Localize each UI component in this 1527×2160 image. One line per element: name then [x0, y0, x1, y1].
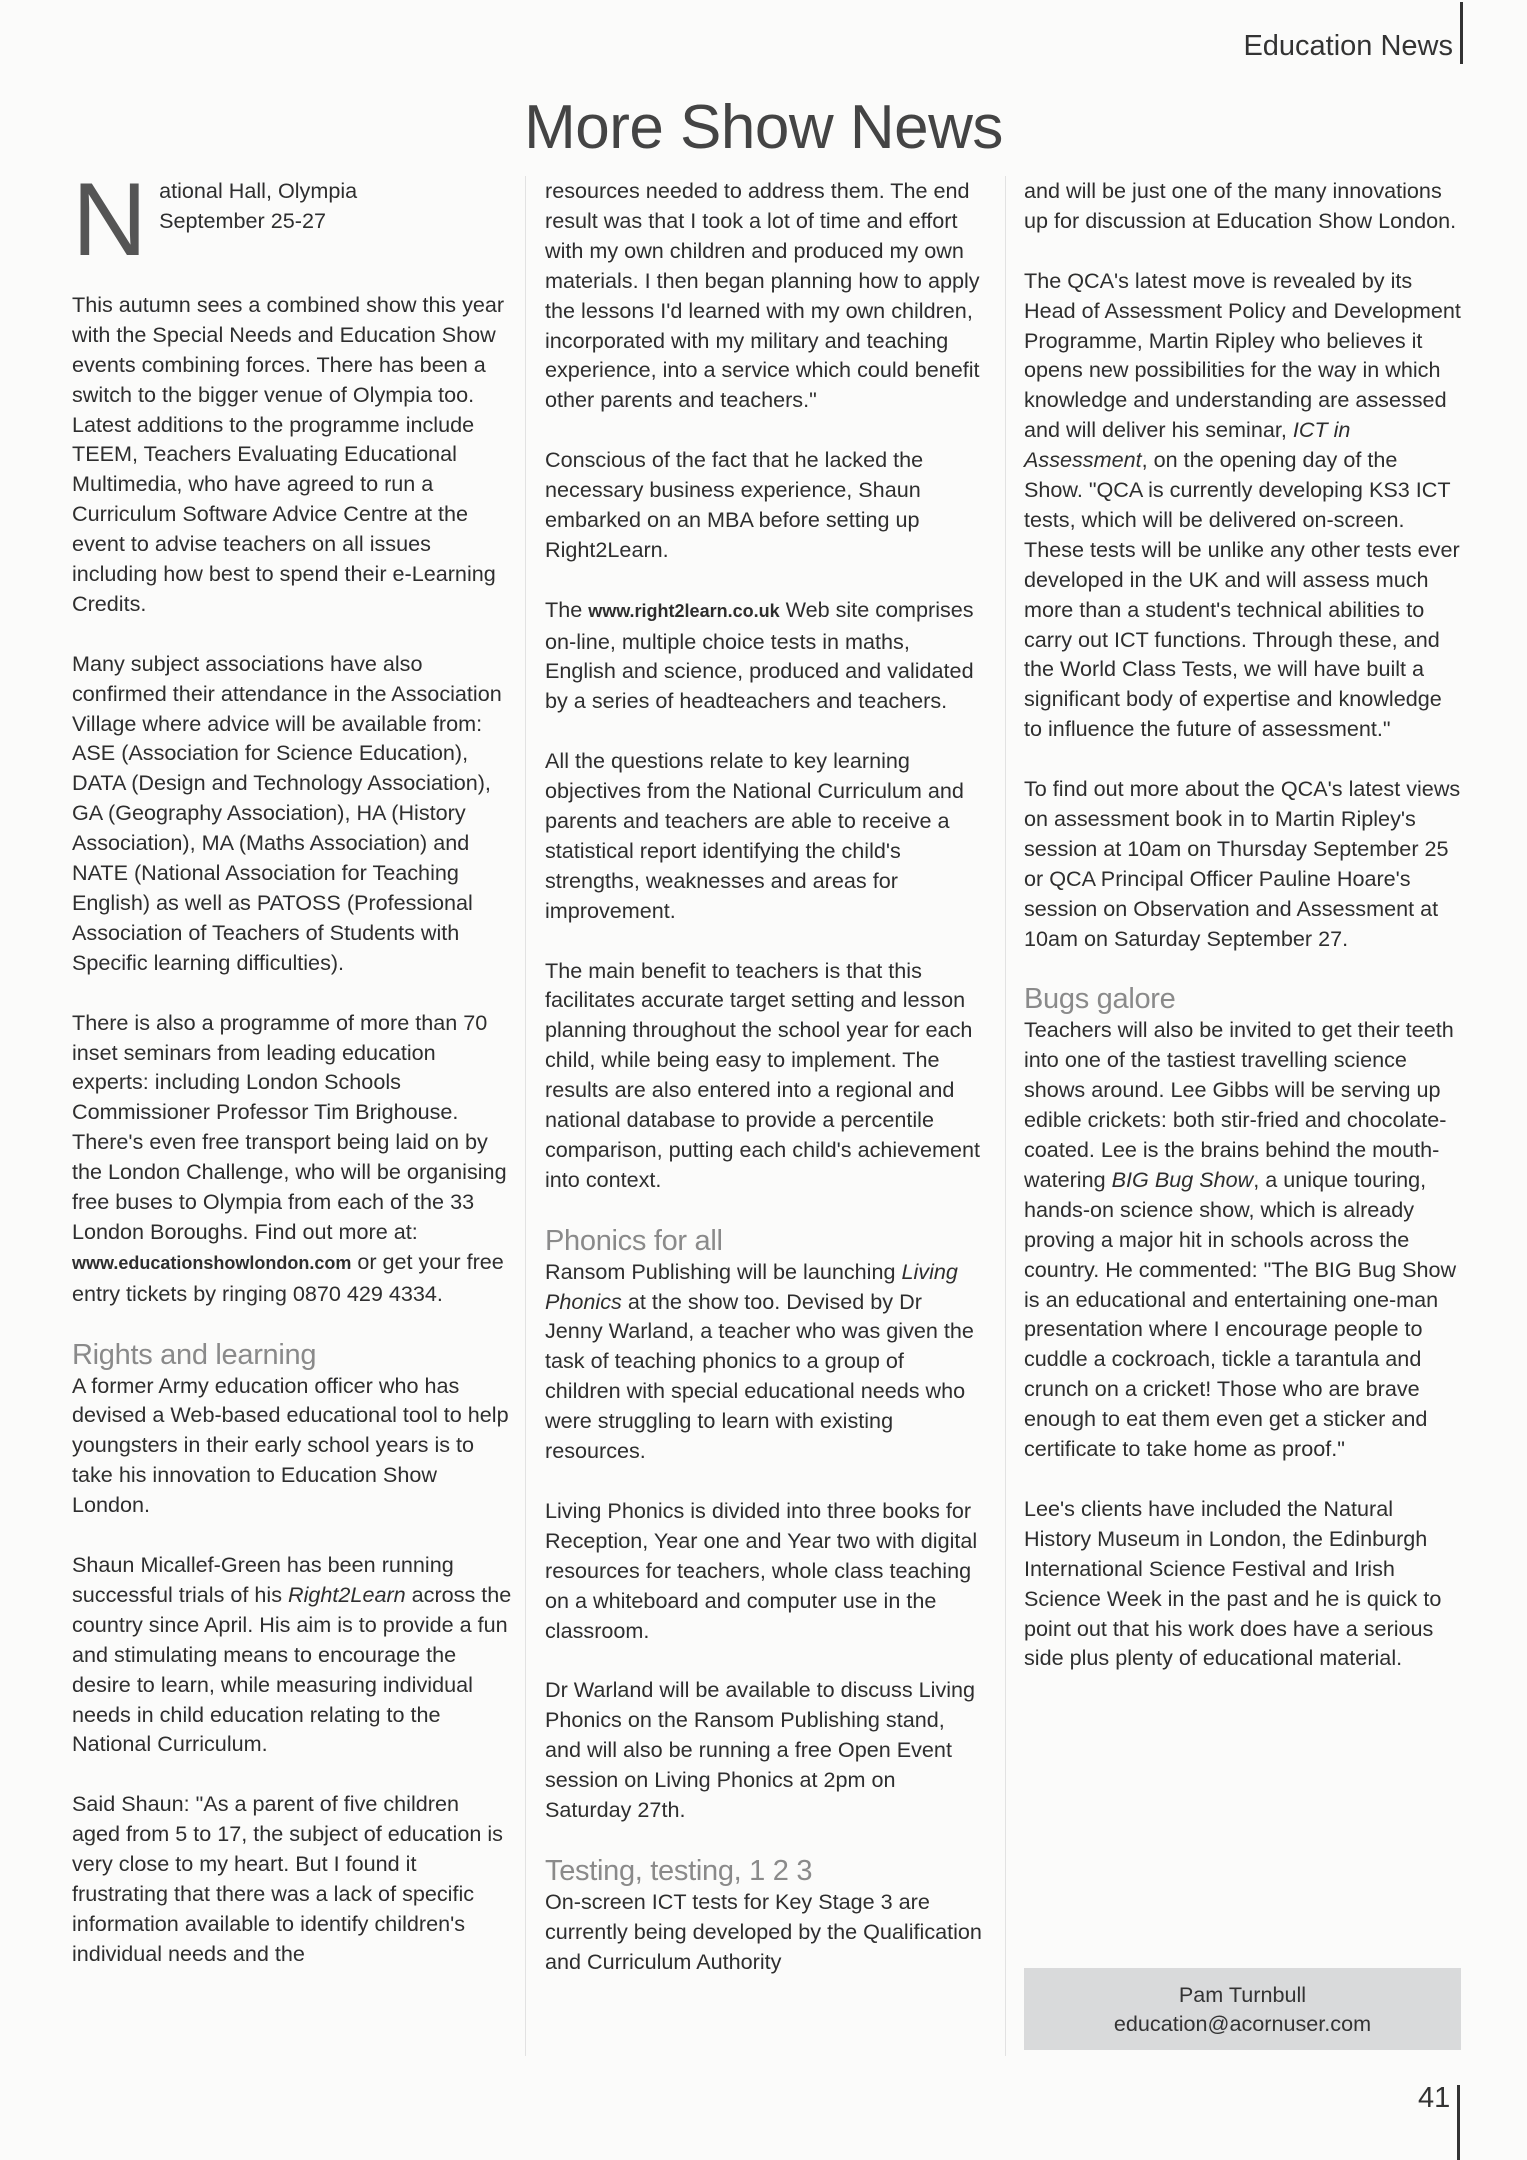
paragraph — [72, 290, 512, 619]
paragraph — [72, 1550, 512, 1759]
web-link[interactable]: www.educationshowlondon.com — [72, 1252, 352, 1273]
text-run: On-screen ICT tests for Key Stage 3 are currently being developed by the Qualification and Curriculum Authority — [545, 1888, 982, 1974]
column-divider — [1005, 176, 1006, 2056]
venue: ational Hall, Olympia — [159, 178, 358, 203]
text-run: Dr Warland will be available to discuss Living Phonics on the Ransom Publishing stand, and will also be running a free Open Event session on Living Phonics at 2pm on Saturday 27th. — [545, 1677, 976, 1822]
author-name: Pam Turnbull — [1178, 1982, 1307, 2007]
footer-rule — [1457, 2085, 1460, 2160]
subheading: Bugs galore — [1024, 983, 1176, 1016]
column-1 — [72, 162, 512, 1999]
column-2 — [545, 176, 985, 2006]
text-run: Many subject associations have also confirmed their attendance in the Association Village where advice will be available from: ASE (Association for Science Education), DATA (Design and Technology Association), GA (Geography Association), HA (History Association), MA (Maths Association) and NATE (National Association for Teaching English) as well as PATOSS (Professional Association of Teachers of Students with Specific learning difficulties). — [72, 650, 502, 975]
text-run: Teachers will also be invited to get their teeth into one of the tastiest travelling science shows around. Lee Gibbs will be serving up edible crickets: both stir-fried and chocolate-coated. Lee is the brains behind the mouth-watering — [1024, 1017, 1454, 1192]
italic-title: ICT in Assessment — [1024, 417, 1351, 473]
section-label: Education News — [1243, 30, 1453, 62]
text-run: The QCA's latest move is revealed by its Head of Assessment Policy and Development Programme, Martin Ripley who believes it opens new possibilities for the way in which knowledge and understanding are assessed and will deliver his seminar, — [1024, 267, 1461, 443]
text-run: Ransom Publishing will be launching — [545, 1258, 902, 1284]
paragraph — [1024, 1015, 1461, 1464]
text-run: at the show too. Devised by Dr Jenny Warland, a teacher who was given the task of teaching phonics to a group of children with special educational needs who were struggling to learn with existing resources. — [545, 1288, 974, 1464]
text-run: The — [545, 596, 589, 622]
paragraph — [1024, 266, 1461, 745]
drop-cap: N — [72, 162, 148, 278]
paragraph — [72, 1789, 512, 1968]
text-run: , on the opening day of the Show. "QCA is currently developing KS3 ICT tests, which will be delivered on-screen. These tests will be unlike any other tests ever developed in the UK and will assess much more than a student's technical abilities to carry out ICT functions. Through these, and the World Class Tests, we will have built a significant body of expertise and knowledge to influence the future of assessment." — [1024, 447, 1460, 742]
author-email[interactable]: education@acornuser.com — [1113, 2011, 1372, 2036]
text-run: A former Army education officer who has devised a Web-based educational tool to help youngsters in their early school years is to take his innovation to Education Show London. — [72, 1372, 509, 1518]
paragraph — [545, 595, 985, 717]
subheading: Rights and learning — [72, 1338, 317, 1371]
page-title: More Show News — [524, 93, 1003, 162]
paragraph — [545, 445, 985, 565]
column-3-text — [1024, 176, 1461, 1968]
column-divider — [525, 176, 526, 2056]
subheading: Phonics for all — [545, 1224, 723, 1257]
paragraph — [545, 1257, 985, 1466]
text-run: Web site comprises on-line, multiple choice tests in maths, English and science, produced and validated by a series of headteachers and teachers. — [545, 596, 974, 714]
paragraph — [1024, 1494, 1461, 1673]
intro-dateline — [72, 162, 512, 278]
text-run: The main benefit to teachers is that this facilitates accurate target setting and lesson planning throughout the school year for each child, while being easy to implement. The results are also entered into a regional and national database to provide a percentile comparison, putting each child's achievement into context. — [545, 957, 981, 1192]
paragraph — [545, 176, 985, 415]
text-run: All the questions relate to key learning objectives from the National Curriculum and parents and teachers are able to receive a statistical report identifying the child's strengths, weaknesses and areas for improvement. — [545, 748, 964, 923]
text-run: Living Phonics is divided into three books for Reception, Year one and Year two with digital resources for teachers, whole class teaching on a whiteboard and computer use in the classroom. — [545, 1497, 978, 1643]
italic-title: Right2Learn — [288, 1581, 406, 1607]
italic-title: Living Phonics — [545, 1258, 958, 1314]
paragraph — [545, 956, 985, 1195]
text-run: and will be just one of the many innovations up for discussion at Education Show London. — [1024, 178, 1457, 233]
column-3 — [1024, 176, 1461, 2050]
text-run: , a unique touring, hands-on science show, which is already proving a major hit in schools across the country. He commented: "The BIG Bug Show is an educational and entertaining one-man presentation where I encourage people to cuddle a cockroach, tickle a tarantula and crunch on a cricket! Those who are brave enough to eat them even get a sticker and certificate to take home as proof." — [1024, 1166, 1457, 1462]
paragraph — [72, 1371, 512, 1521]
paragraph — [545, 746, 985, 925]
subheading: Testing, testing, 1 2 3 — [545, 1854, 813, 1887]
text-run: Lee's clients have included the Natural History Museum in London, the Edinburgh International Science Festival and Irish Science Week in the past and he is quick to point out that his work does have a serious side plus plenty of educational material. — [1024, 1495, 1442, 1671]
paragraph — [72, 1008, 512, 1309]
text-run: Conscious of the fact that he lacked the necessary business experience, Shaun embarked on an MBA before setting up Right2Learn. — [545, 447, 924, 562]
dates: September 25-27 — [159, 207, 326, 233]
paragraph — [545, 1675, 985, 1825]
text-run: Shaun Micallef-Green has been running successful trials of his — [72, 1551, 454, 1607]
text-run: or get your free entry tickets by ringing 0870 429 4334. — [72, 1248, 504, 1306]
header-rule — [1460, 2, 1463, 64]
page-number: 41 — [1418, 2082, 1451, 2114]
text-run: This autumn sees a combined show this year with the Special Needs and Education Show events combining forces. There has been a switch to the bigger venue of Olympia too. Latest additions to the programme include TEEM, Teachers Evaluating Educational Multimedia, who have agreed to run a Curriculum Software Advice Centre at the event to advise teachers on all issues including how best to spend their e-Learning Credits. — [72, 291, 505, 616]
web-link[interactable]: www.right2learn.co.uk — [588, 600, 780, 621]
text-run: Said Shaun: "As a parent of five children aged from 5 to 17, the subject of education is very close to my heart. But I found it frustrating that there was a lack of specific information available to identify children's individual needs and the — [72, 1791, 503, 1966]
paragraph — [545, 1496, 985, 1646]
text-run: across the country since April. His aim is to provide a fun and stimulating means to encourage the desire to learn, while measuring individual needs in child education relating to the National Curriculum. — [72, 1581, 512, 1757]
italic-title: BIG Bug Show — [1111, 1166, 1254, 1192]
byline-box — [1024, 1968, 1461, 2050]
paragraph — [545, 1887, 985, 1977]
text-run: There is also a programme of more than 70 inset seminars from leading education experts: including London Schools Commissioner Professor Tim Brighouse. There's even free transport being laid on by the London Challenge, who will be organising free buses to Olympia from each of the 33 London Boroughs. Find out more at: — [72, 1009, 507, 1244]
paragraph — [72, 649, 512, 978]
text-run: To find out more about the QCA's latest views on assessment book in to Martin Ripley's session at 10am on Thursday September 25 or QCA Principal Officer Pauline Hoare's session on Observation and Assessment at 10am on Saturday September 27. — [1024, 776, 1461, 951]
paragraph — [1024, 176, 1461, 236]
text-run: resources needed to address them. The end result was that I took a lot of time and effort with my own children and produced my own materials. I then began planning how to apply the lessons I'd learned with my own children, incorporated with my military and teaching experience, into a service which could benefit other parents and teachers." — [545, 178, 980, 413]
paragraph — [1024, 774, 1461, 953]
